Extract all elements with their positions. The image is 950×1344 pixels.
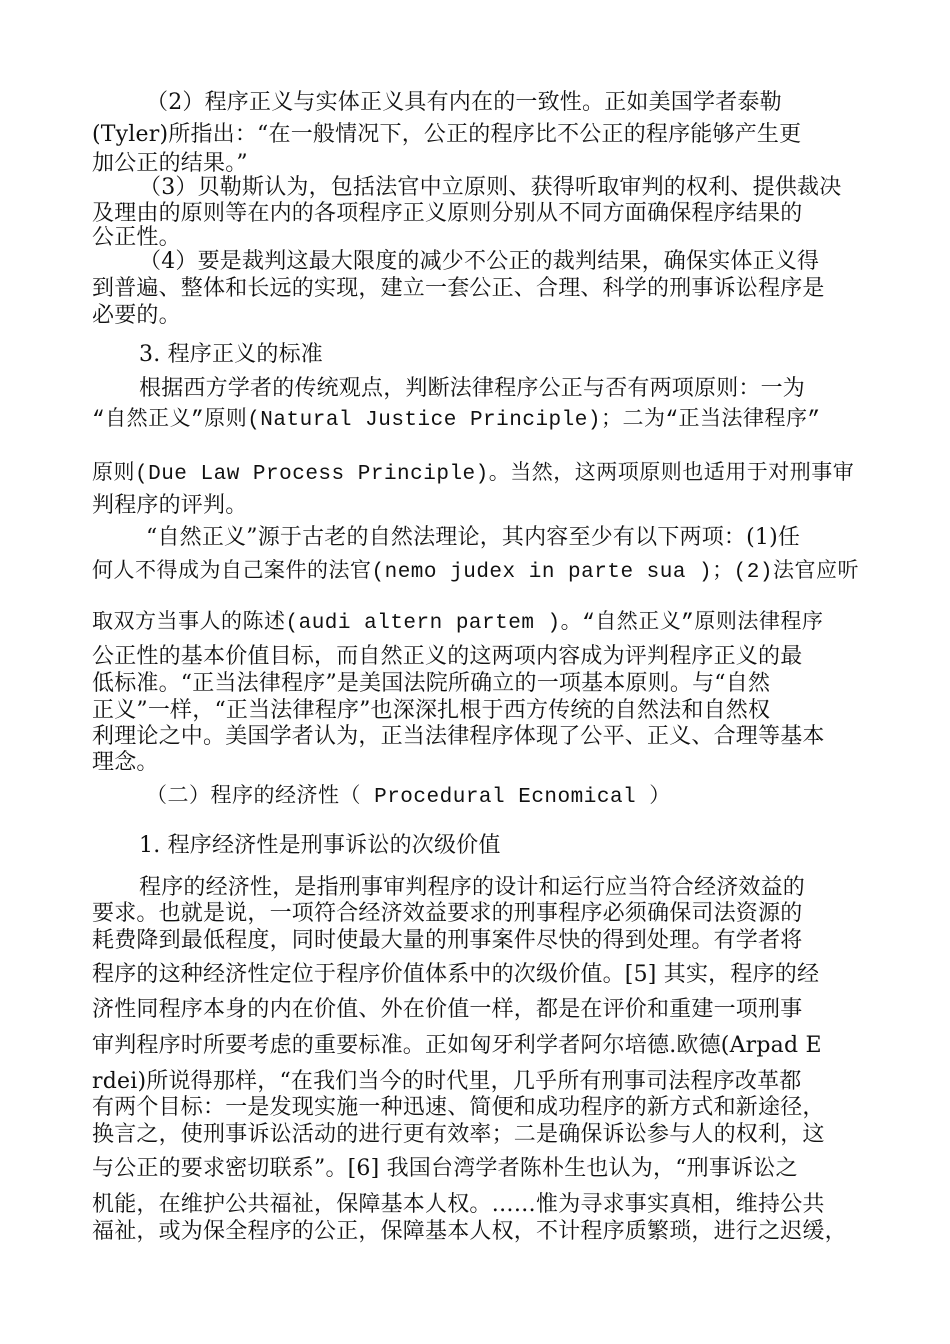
- paragraph-line: （3）贝勒斯认为，包括法官中立原则、获得听取审判的权利、提供裁决: [139, 175, 842, 200]
- paragraph-line: 正义”一样，“正当法律程序”也深深扎根于西方传统的自然法和自然权: [92, 698, 771, 723]
- paragraph-line: 何人不得成为自己案件的法官(nemo judex in parte sua )；(2)法官应听: [92, 561, 859, 584]
- paragraph-line: 公正性。: [92, 225, 181, 250]
- paragraph-line: 福祉，或为保全程序的公正，保障基本人权，不计程序质繁琐，进行之迟缓，: [92, 1219, 847, 1244]
- paragraph-line: “自然正义”源于古老的自然法理论，其内容至少有以下两项：(1)任: [146, 525, 801, 550]
- paragraph-line: 必要的。: [92, 303, 181, 328]
- section-heading: 3. 程序正义的标准: [139, 342, 323, 367]
- paragraph-line: 程序的经济性，是指刑事审判程序的设计和运行应当符合经济效益的: [139, 875, 806, 900]
- paragraph-line: 济性同程序本身的内在价值、外在价值一样，都是在评价和重建一项刑事: [92, 997, 803, 1022]
- paragraph-line: 审判程序时所要考虑的重要标准。正如匈牙利学者阿尔培德.欧德(Arpad E: [92, 1033, 822, 1058]
- paragraph-line: 加公正的结果。”: [92, 151, 248, 176]
- paragraph-line: (Tyler)所指出：“在一般情况下，公正的程序比不公正的程序能够产生更: [92, 122, 802, 147]
- paragraph-line: 耗费降到最低程度，同时使最大量的刑事案件尽快的得到处理。有学者将: [92, 928, 803, 953]
- paragraph-line: 与公正的要求密切联系”。[6] 我国台湾学者陈朴生也认为，“刑事诉讼之: [92, 1156, 798, 1181]
- section-heading: （二）程序的经济性（ Procedural Ecnomical ）: [146, 786, 671, 809]
- paragraph-line: 及理由的原则等在内的各项程序正义原则分别从不同方面确保程序结果的: [92, 201, 803, 226]
- paragraph-line: 理念。: [92, 750, 159, 775]
- paragraph-line: 原则(Due Law Process Principle)。当然，这两项原则也适用于对刑事审: [92, 463, 855, 486]
- paragraph-line: 公正性的基本价值目标，而自然正义的这两项内容成为评判程序正义的最: [92, 644, 803, 669]
- paragraph-line: 要求。也就是说，一项符合经济效益要求的刑事程序必须确保司法资源的: [92, 901, 803, 926]
- paragraph-line: 程序的这种经济性定位于程序价值体系中的次级价值。[5] 其实，程序的经: [92, 962, 820, 987]
- paragraph-line: 低标准。“正当法律程序”是美国法院所确立的一项基本原则。与“自然: [92, 671, 771, 696]
- paragraph-line: rdei)所说得那样，“在我们当今的时代里，几乎所有刑事司法程序改革都: [92, 1069, 802, 1094]
- paragraph-line: 到普遍、整体和长远的实现，建立一套公正、合理、科学的刑事诉讼程序是: [92, 276, 825, 301]
- paragraph-line: “自然正义”原则(Natural Justice Principle)；二为“正当法律程序”: [92, 409, 821, 432]
- paragraph-line: 根据西方学者的传统观点，判断法律程序公正与否有两项原则：一为: [139, 376, 806, 401]
- subsection-heading: 1. 程序经济性是刑事诉讼的次级价值: [139, 833, 501, 858]
- paragraph-line: （4）要是裁判这最大限度的减少不公正的裁判结果，确保实体正义得: [139, 249, 820, 274]
- paragraph-line: 判程序的评判。: [92, 493, 248, 518]
- paragraph-line: 换言之，使刑事诉讼活动的进行更有效率；二是确保诉讼参与人的权利，这: [92, 1122, 825, 1147]
- paragraph-line: 有两个目标：一是发现实施一种迅速、简便和成功程序的新方式和新途径，: [92, 1095, 825, 1120]
- paragraph-line: 取双方当事人的陈述(audi altern partem )。“自然正义”原则法律程序: [92, 612, 824, 635]
- paragraph-line: 利理论之中。美国学者认为，正当法律程序体现了公平、正义、合理等基本: [92, 724, 825, 749]
- paragraph-line: （2）程序正义与实体正义具有内在的一致性。正如美国学者泰勒: [146, 90, 782, 115]
- paragraph-line: 机能，在维护公共福祉，保障基本人权。……惟为寻求事实真相，维持公共: [92, 1192, 825, 1217]
